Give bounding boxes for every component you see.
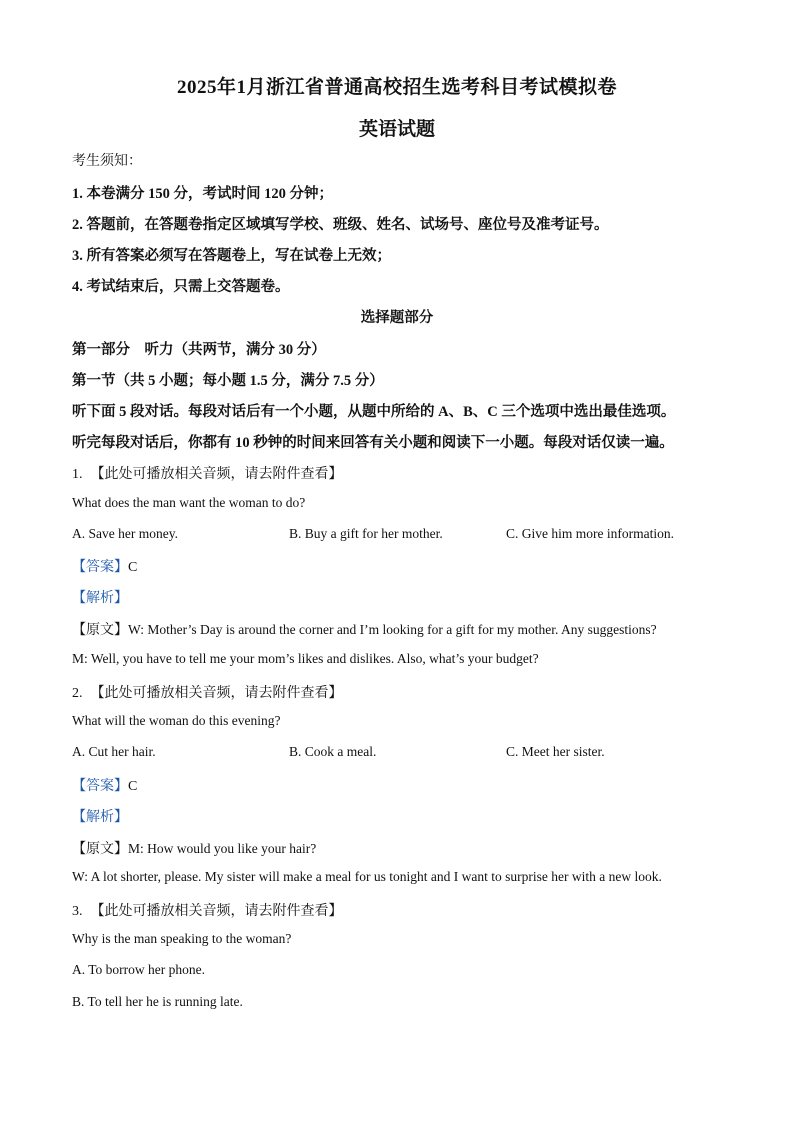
transcript-text: W: Mother’s Day is around the corner and I’m looking for a gift for my mother. Any suggestions? (128, 622, 657, 637)
transcript-text: M: How would you like your hair? (128, 841, 317, 856)
option-b: B. Buy a gift for her mother. (289, 526, 443, 541)
subpart-heading: 第一节（共 5 小题；每小题 1.5 分，满分 7.5 分） (72, 373, 384, 389)
transcript-line: M: Well, you have to tell me your mom’s likes and dislikes. Also, what’s your budget? (72, 651, 539, 666)
question-text: What does the man want the woman to do? (72, 495, 306, 510)
transcript-line (72, 838, 316, 858)
answer-row (72, 775, 137, 795)
transcript-label: 【原文】 (72, 842, 128, 857)
question-text: Why is the man speaking to the woman? (72, 931, 292, 946)
option-a: A. Cut her hair. (72, 744, 156, 759)
audio-note[interactable]: 【此处可播放相关音频，请去附件查看】 (90, 904, 343, 919)
audio-note[interactable]: 【此处可播放相关音频，请去附件查看】 (90, 686, 343, 701)
question-header (72, 900, 343, 920)
section-heading: 选择题部分 (360, 310, 434, 326)
answer-value: C (128, 779, 138, 794)
question-header (72, 682, 343, 702)
option-a: A. To borrow her phone. (72, 962, 206, 977)
exam-title: 2025年1月浙江省普通高校招生选考科目考试模拟卷 (176, 77, 617, 98)
answer-row (72, 556, 137, 576)
part-heading: 第一部分 听力（共两节，满分 30 分） (72, 342, 326, 358)
option-a: A. Save her money. (72, 526, 178, 541)
answer-label: 【答案】 (72, 560, 128, 575)
analysis-label: 【解析】 (72, 591, 128, 606)
option-b: B. To tell her he is running late. (72, 994, 243, 1009)
option-c: C. Give him more information. (506, 526, 674, 541)
option-b: B. Cook a meal. (289, 744, 377, 759)
notice-item: 3. 所有答案必须写在答题卷上，写在试卷上无效； (72, 248, 391, 264)
analysis-label: 【解析】 (72, 810, 128, 825)
question-number: 3. (72, 904, 83, 919)
notice-item: 2. 答题前，在答题卷指定区域填写学校、班级、姓名、试场号、座位号及准考证号。 (72, 217, 609, 233)
notice-heading: 考生须知： (72, 154, 142, 169)
notice-item: 4. 考试结束后，只需上交答题卷。 (72, 279, 290, 295)
audio-note[interactable]: 【此处可播放相关音频，请去附件查看】 (90, 467, 343, 482)
answer-value: C (128, 560, 138, 575)
instruction-line: 听下面 5 段对话。每段对话后有一个小题，从题中所给的 A、B、C 三个选项中选出最佳选项。 (72, 404, 676, 420)
transcript-line: W: A lot shorter, please. My sister will make a meal for us tonight and I want to surprise her with a new look. (72, 869, 662, 884)
question-header (72, 463, 343, 483)
answer-label: 【答案】 (72, 779, 128, 794)
instruction-line: 听完每段对话后，你都有 10 秒钟的时间来回答有关小题和阅读下一小题。每段对话仅读一遍。 (72, 435, 674, 451)
exam-subtitle: 英语试题 (358, 119, 435, 140)
transcript-line (72, 619, 657, 639)
question-number: 2. (72, 686, 83, 701)
transcript-label: 【原文】 (72, 623, 128, 638)
notice-item: 1. 本卷满分 150 分，考试时间 120 分钟； (72, 186, 333, 202)
option-c: C. Meet her sister. (506, 744, 605, 759)
question-number: 1. (72, 467, 83, 482)
question-text: What will the woman do this evening? (72, 713, 281, 728)
